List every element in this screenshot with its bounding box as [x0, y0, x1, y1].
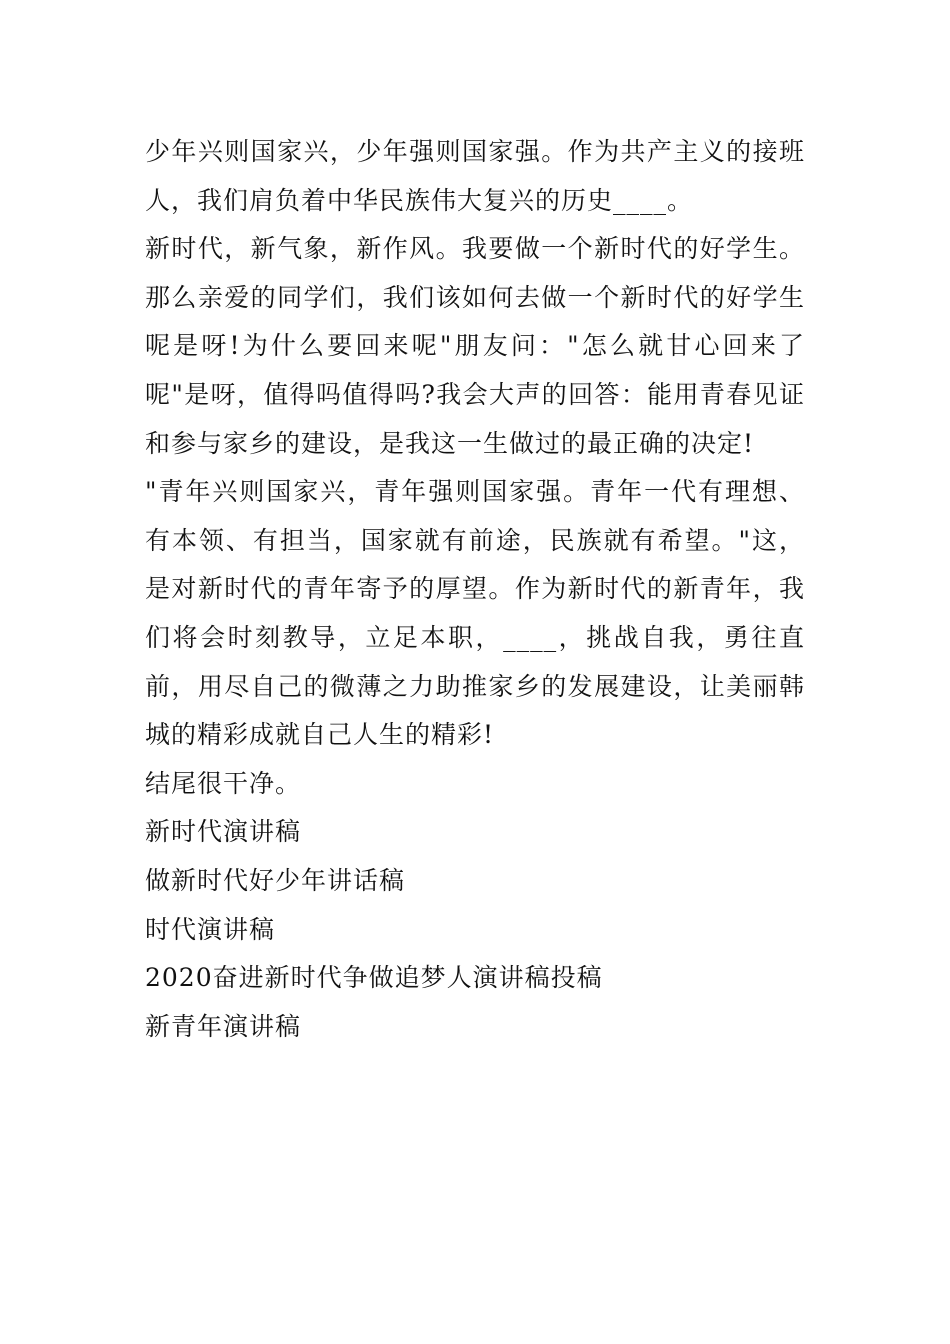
document-body — [145, 128, 805, 1051]
related-title-3: 时代演讲稿 — [145, 914, 276, 944]
related-title-5: 新青年演讲稿 — [145, 1011, 302, 1041]
paragraph-3: "青年兴则国家兴，青年强则国家强。青年一代有理想、有本领、有担当，国家就有前途，民族就有希望。"这，是对新时代的青年寄予的厚望。作为新时代的新青年，我们将会时刻教导，立足本职，____，挑战自我，勇往直前，用尽自己的微薄之力助推家乡的发展建设，让美丽韩城的精彩成就自己人生的精彩! — [145, 477, 805, 750]
related-title-2: 做新时代好少年讲话稿 — [145, 865, 406, 895]
related-title-4: 2020奋进新时代争做追梦人演讲稿投稿 — [145, 963, 603, 993]
paragraph-4: 结尾很干净。 — [145, 768, 302, 798]
paragraph-1: 少年兴则国家兴，少年强则国家强。作为共产主义的接班人，我们肩负着中华民族伟大复兴的历史____。 — [145, 137, 805, 215]
paragraph-2: 新时代，新气象，新作风。我要做一个新时代的好学生。那么亲爱的同学们，我们该如何去做一个新时代的好学生呢是呀!为什么要回来呢"朋友问："怎么就甘心回来了呢"是呀，值得吗值得吗?我会大声的回答：能用青春见证和参与家乡的建设，是我这一生做过的最正确的决定! — [145, 234, 805, 458]
related-title-1: 新时代演讲稿 — [145, 817, 302, 847]
